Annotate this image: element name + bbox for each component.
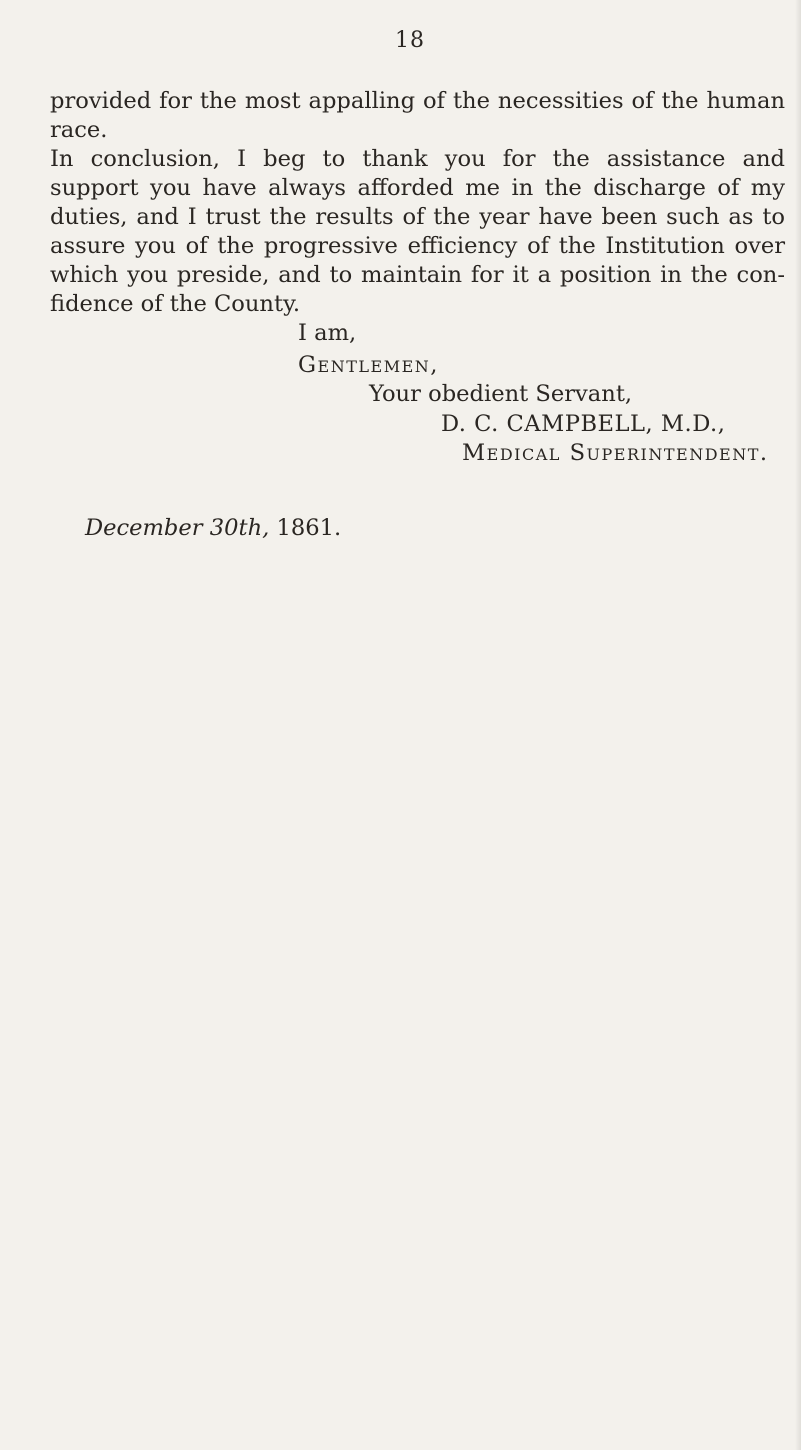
text-line: In conclusion, I beg to thank you for the assistance and [50, 146, 785, 172]
signature-name: D. C. CAMPBELL, M.D., [441, 411, 726, 437]
text-line: duties, and I trust the results of the year have been such as to [50, 204, 785, 230]
paragraph-conclusion [50, 145, 785, 319]
paragraph-continuation [50, 87, 785, 145]
closing-salutation: Gentlemen, [298, 352, 439, 378]
date-year: 1861. [276, 515, 342, 541]
letter-date [85, 514, 341, 543]
date-month-day: December 30th, [85, 515, 270, 541]
text-line: race. [50, 117, 108, 143]
page-edge-shadow [795, 0, 801, 1450]
closing-i-am: I am, [298, 320, 357, 346]
text-line: support you have always afforded me in the discharge of my [50, 175, 785, 201]
signature-title: Medical Superintendent. [462, 440, 769, 466]
page-number: 18 [395, 28, 425, 53]
text-line: fidence of the County. [50, 291, 301, 317]
text-line: provided for the most appalling of the necessities of the human [50, 88, 785, 114]
text-line: which you preside, and to maintain for it a position in the con- [50, 262, 785, 288]
text-line: assure you of the progressive efficiency of the Institution over [50, 233, 785, 259]
closing-servant: Your obedient Servant, [369, 381, 633, 407]
